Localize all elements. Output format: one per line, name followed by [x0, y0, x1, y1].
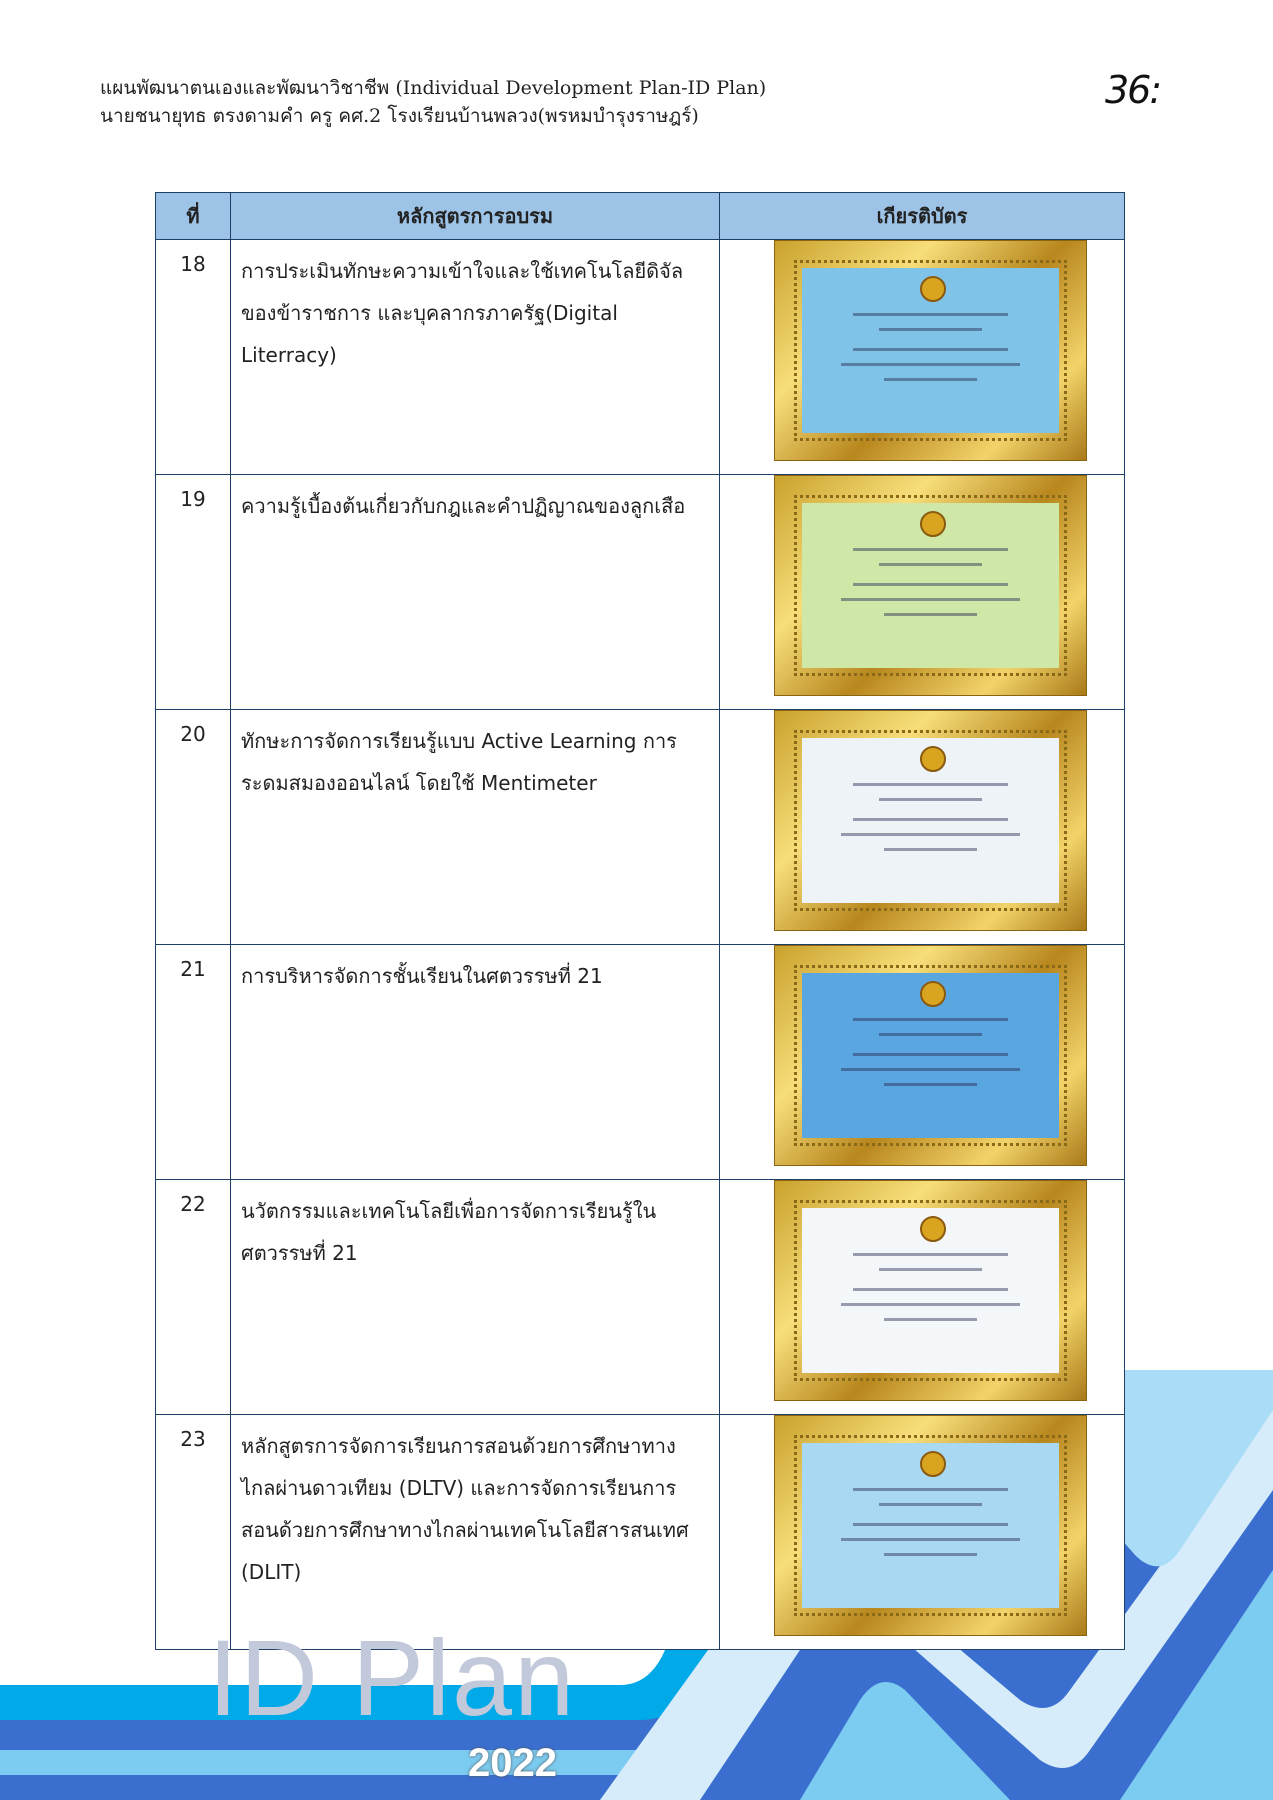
certificate-panel [802, 503, 1059, 668]
year-logo-text: 2022 [468, 1741, 557, 1785]
certificate-panel [802, 1208, 1059, 1373]
table-row [156, 475, 1125, 710]
certificate-image [774, 240, 1087, 461]
table-row [156, 710, 1125, 945]
seal-icon [920, 511, 946, 537]
id-plan-logo-text: ID Plan [208, 1617, 577, 1738]
seal-icon [920, 746, 946, 772]
row-number: 20 [156, 710, 231, 945]
row-number: 18 [156, 240, 231, 475]
document-header [100, 74, 766, 130]
certificate-image [774, 475, 1087, 696]
certificate-image [774, 945, 1087, 1166]
certificate-panel [802, 738, 1059, 903]
row-number: 23 [156, 1415, 231, 1650]
course-title: การประเมินทักษะความเข้าใจและใช้เทคโนโลยีดิจัลของข้าราชการ และบุคลากรภาครัฐ(Digital Literracy) [231, 240, 720, 475]
seal-icon [920, 1451, 946, 1477]
page-number: 36: [1105, 68, 1161, 112]
certificate-cell [720, 1180, 1125, 1415]
certificate-image [774, 1180, 1087, 1401]
certificate-image [774, 710, 1087, 931]
course-title: การบริหารจัดการชั้นเรียนในศตวรรษที่ 21 [231, 945, 720, 1180]
certificate-cell [720, 1415, 1125, 1650]
header-title: แผนพัฒนาตนเองและพัฒนาวิชาชีพ (Individual Development Plan-ID Plan) [100, 77, 767, 99]
seal-icon [920, 1216, 946, 1242]
col-header-course: หลักสูตรการอบรม [231, 193, 720, 240]
course-title: ทักษะการจัดการเรียนรู้แบบ Active Learning การระดมสมองออนไลน์ โดยใช้ Mentimeter [231, 710, 720, 945]
row-number: 21 [156, 945, 231, 1180]
course-title: หลักสูตรการจัดการเรียนการสอนด้วยการศึกษาทางไกลผ่านดาวเทียม (DLTV) และการจัดการเรียนการสอนด้วยการศึกษาทางไกลผ่านเทคโนโลยีสารสนเทศ (DLIT) [231, 1415, 720, 1650]
seal-icon [920, 276, 946, 302]
table-row [156, 240, 1125, 475]
certificate-cell [720, 710, 1125, 945]
header-author: นายชนายุทธ ตรงดามคำ ครู คศ.2 โรงเรียนบ้านพลวง(พรหมบำรุงราษฎร์) [100, 105, 699, 127]
certificate-cell [720, 945, 1125, 1180]
certificate-cell [720, 475, 1125, 710]
course-title: นวัตกรรมและเทคโนโลยีเพื่อการจัดการเรียนรู้ในศตวรรษที่ 21 [231, 1180, 720, 1415]
row-number: 22 [156, 1180, 231, 1415]
table-row [156, 945, 1125, 1180]
row-number: 19 [156, 475, 231, 710]
certificate-image [774, 1415, 1087, 1636]
col-header-certificate: เกียรติบัตร [720, 193, 1125, 240]
certificate-panel [802, 268, 1059, 433]
certificate-cell [720, 240, 1125, 475]
certificate-panel [802, 973, 1059, 1138]
certificate-panel [802, 1443, 1059, 1608]
course-title: ความรู้เบื้องต้นเกี่ยวกับกฎและคำปฏิญาณของลูกเสือ [231, 475, 720, 710]
col-header-no: ที่ [156, 193, 231, 240]
training-table [155, 192, 1125, 1650]
table-row [156, 1415, 1125, 1650]
table-row [156, 1180, 1125, 1415]
seal-icon [920, 981, 946, 1007]
